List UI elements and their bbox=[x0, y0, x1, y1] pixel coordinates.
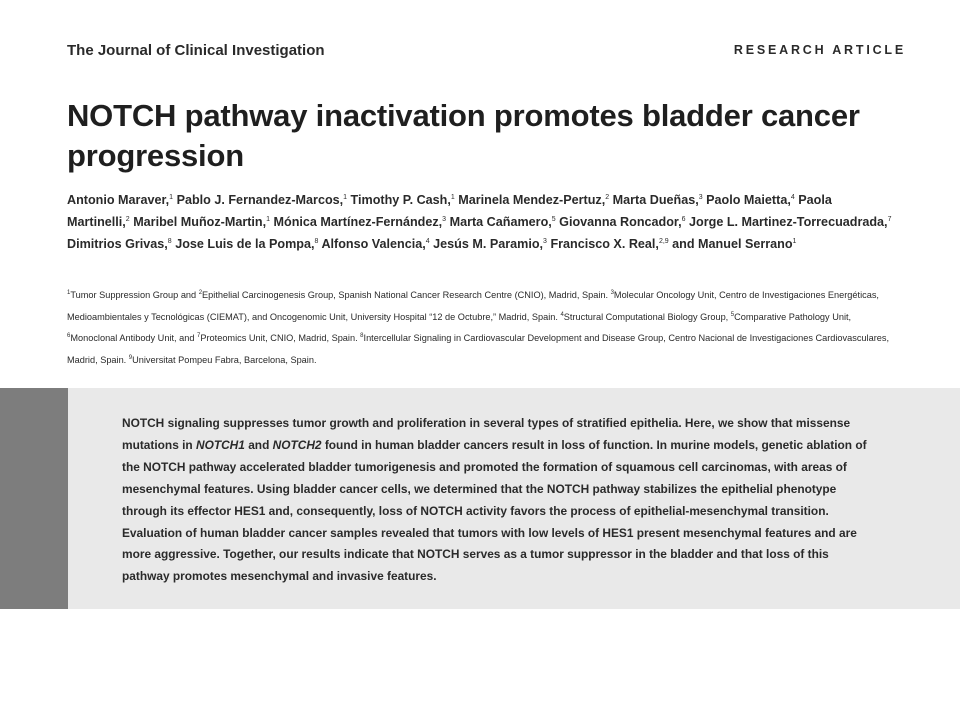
affiliation-text: Monoclonal Antibody Unit, and bbox=[70, 333, 198, 344]
author-name: Antonio Maraver, bbox=[67, 193, 170, 207]
author-name: Marinela Mendez-Pertuz, bbox=[458, 193, 606, 207]
author-name: Marta Dueñas, bbox=[612, 193, 699, 207]
affiliation-text: Universitat Pompeu Fabra, Barcelona, Spain. bbox=[132, 355, 317, 366]
abstract-text-part: NOTCH signaling suppresses tumor growth and proliferation in several types of stratified epithelia. Here, we show that missense mutations in bbox=[122, 416, 851, 452]
author-affiliation-marker: 2 bbox=[605, 193, 610, 201]
author-name: Maribel Muñoz-Martin, bbox=[133, 215, 267, 229]
affiliations bbox=[67, 285, 897, 372]
affiliation-marker: 1 bbox=[67, 289, 71, 296]
author-name: Jorge L. Martinez-Torrecuadrada, bbox=[689, 215, 888, 229]
author-affiliation-marker: 1 bbox=[450, 193, 455, 201]
abstract-text-part: and bbox=[244, 437, 273, 452]
gene-name-notch1: NOTCH1 bbox=[196, 437, 245, 452]
author-name: Jesús M. Paramio, bbox=[433, 237, 544, 251]
author-affiliation-marker: 2 bbox=[125, 215, 130, 223]
author-name: Paola Martinelli, bbox=[67, 193, 832, 229]
author-affiliation-marker: 3 bbox=[698, 193, 703, 201]
author-affiliation-marker: 1 bbox=[792, 237, 797, 245]
author-name: Marta Cañamero, bbox=[449, 215, 552, 229]
author-affiliation-marker: 3 bbox=[442, 215, 447, 223]
author-affiliation-marker: 7 bbox=[887, 215, 892, 223]
affiliation-marker: 3 bbox=[610, 289, 614, 296]
author-affiliation-marker: 6 bbox=[681, 215, 686, 223]
author-name: Timothy P. Cash, bbox=[350, 193, 451, 207]
author-affiliation-marker: 1 bbox=[343, 193, 348, 201]
author-name: Alfonso Valencia, bbox=[321, 237, 426, 251]
abstract-side-bar bbox=[0, 388, 68, 609]
affiliation-text: Proteomics Unit, CNIO, Madrid, Spain. bbox=[200, 333, 361, 344]
author-name: Francisco X. Real, bbox=[550, 237, 659, 251]
author-name: Mónica Martínez-Fernández, bbox=[273, 215, 443, 229]
affiliation-text: Molecular Oncology Unit, Centro de Investigaciones Energéticas, Medioambientales y Tecnológicas (CIEMAT), and Oncogenomic Unit, University Hospital “12 de Octubre,” Madrid, Spain. bbox=[67, 290, 879, 322]
author-affiliation-marker: 5 bbox=[551, 215, 556, 223]
author-name: Pablo J. Fernandez-Marcos, bbox=[176, 193, 344, 207]
affiliation-marker: 4 bbox=[560, 311, 564, 318]
abstract-box bbox=[0, 388, 960, 609]
affiliation-text: Tumor Suppression Group and bbox=[70, 290, 199, 300]
author-affiliation-marker: 4 bbox=[790, 193, 795, 201]
affiliation-marker: 7 bbox=[197, 333, 201, 340]
article-type-label: RESEARCH ARTICLE bbox=[733, 43, 906, 57]
affiliation-marker: 5 bbox=[730, 311, 735, 318]
affiliation-text: Epithelial Carcinogenesis Group, Spanish National Cancer Research Centre (CNIO), Madrid, Spain. bbox=[202, 290, 611, 300]
author-name: Jose Luis de la Pompa, bbox=[175, 237, 315, 251]
article-title: NOTCH pathway inactivation promotes bladder cancer progression bbox=[67, 98, 860, 173]
author-affiliation-marker: 1 bbox=[266, 215, 271, 223]
affiliation-text: Structural Computational Biology Group, bbox=[563, 311, 731, 322]
abstract-text-part: found in human bladder cancers result in loss of function. In murine models, genetic ablation of the NOTCH pathway accelerated bladder tumorigenesis and promoted the formation of squamous cell carcinomas, with areas of mesenchymal features. Using bladder cancer cells, we determined that the NOTCH pathway stabilizes the epithelial phenotype through its effector HES1 and, consequently, loss of NOTCH activity favors the process of epithelial-mesenchymal transition. Evaluation of human bladder cancer samples revealed that tumors with low levels of HES1 present mesenchymal features and are more aggressive. Together, our results indicate that NOTCH serves as a tumor suppressor in the bladder and that loss of this pathway promotes mesenchymal and invasive features. bbox=[122, 437, 867, 584]
author-name: Giovanna Roncador, bbox=[559, 215, 682, 229]
author-name: and Manuel Serrano bbox=[672, 237, 793, 251]
affiliation-text: Comparative Pathology Unit, bbox=[734, 311, 852, 322]
author-name: Dimitrios Grivas, bbox=[67, 237, 168, 251]
author-affiliation-marker: 1 bbox=[169, 193, 174, 201]
abstract-text bbox=[122, 413, 867, 588]
affiliation-marker: 6 bbox=[67, 333, 71, 340]
author-affiliation-marker: 8 bbox=[167, 237, 172, 245]
author-name: Paolo Maietta, bbox=[706, 193, 791, 207]
affiliation-marker: 8 bbox=[360, 333, 364, 340]
gene-name-notch2: NOTCH2 bbox=[272, 437, 322, 452]
author-list bbox=[67, 189, 897, 255]
affiliation-marker: 2 bbox=[198, 289, 203, 296]
author-affiliation-marker: 3 bbox=[543, 237, 547, 245]
journal-name: The Journal of Clinical Investigation bbox=[67, 42, 325, 59]
author-affiliation-marker: 8 bbox=[314, 237, 319, 245]
author-affiliation-marker: 4 bbox=[425, 237, 430, 245]
affiliation-text: Intercellular Signaling in Cardiovascular Development and Disease Group, Centro Nacional de Investigaciones Cardiovasculares, Madrid, Spain. bbox=[67, 333, 890, 366]
affiliation-marker: 9 bbox=[128, 355, 133, 362]
author-affiliation-marker: 2,9 bbox=[658, 237, 669, 245]
